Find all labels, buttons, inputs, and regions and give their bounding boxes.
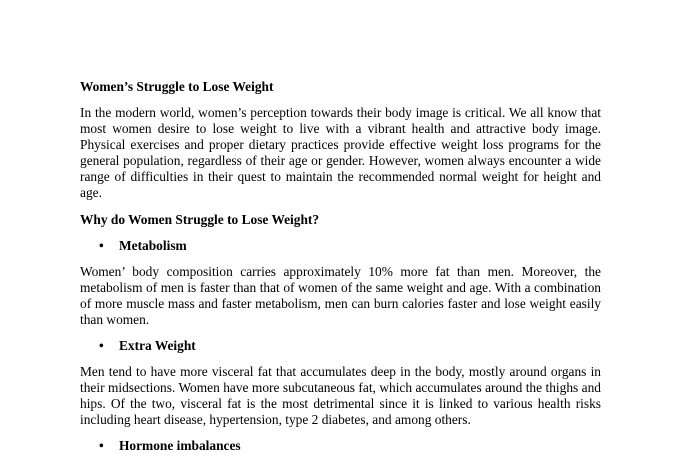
question-heading: Why do Women Struggle to Lose Weight? (80, 211, 320, 227)
bullet-extra-weight (80, 338, 601, 354)
bullet-icon: • (99, 337, 104, 353)
bullet-icon: • (99, 438, 104, 454)
metabolism-paragraph: Women’ body composition carries approximately 10% more fat than men. Moreover, the metabolism of men is faster than that of women of the same weight and age. With a combination of more muscle mass and faster metabolism, men can burn calories faster and lose weight easily than women. (80, 263, 601, 327)
bullet-metabolism (80, 238, 601, 254)
bullet-heading-extra-weight: Extra Weight (119, 337, 196, 353)
document-page (80, 79, 601, 464)
document-title: Women’s Struggle to Lose Weight (80, 79, 274, 94)
bullet-hormone-imbalances (80, 438, 601, 454)
bullet-heading-metabolism: Metabolism (119, 237, 187, 253)
intro-paragraph: In the modern world, women’s perception towards their body image is critical. We all know that most women desire to lose weight to live with a vibrant health and attractive body image. Physical exercises and proper dietary practices provide effective weight loss programs for the general population, regardless of their age or gender. However, women always encounter a wide range of difficulties in their quest to maintain the recommended normal weight for height and age. (80, 105, 601, 201)
extra-weight-paragraph: Men tend to have more visceral fat that accumulates deep in the body, mostly around organs in their midsections. Women have more subcutaneous fat, which accumulates around the thighs and hips. Of the two, visceral fat is the most detrimental since it is linked to various health risks including heart disease, hypertension, type 2 diabetes, and among others. (80, 363, 601, 428)
bullet-heading-hormone-imbalances: Hormone imbalances (119, 438, 241, 454)
bullet-icon: • (99, 237, 104, 253)
